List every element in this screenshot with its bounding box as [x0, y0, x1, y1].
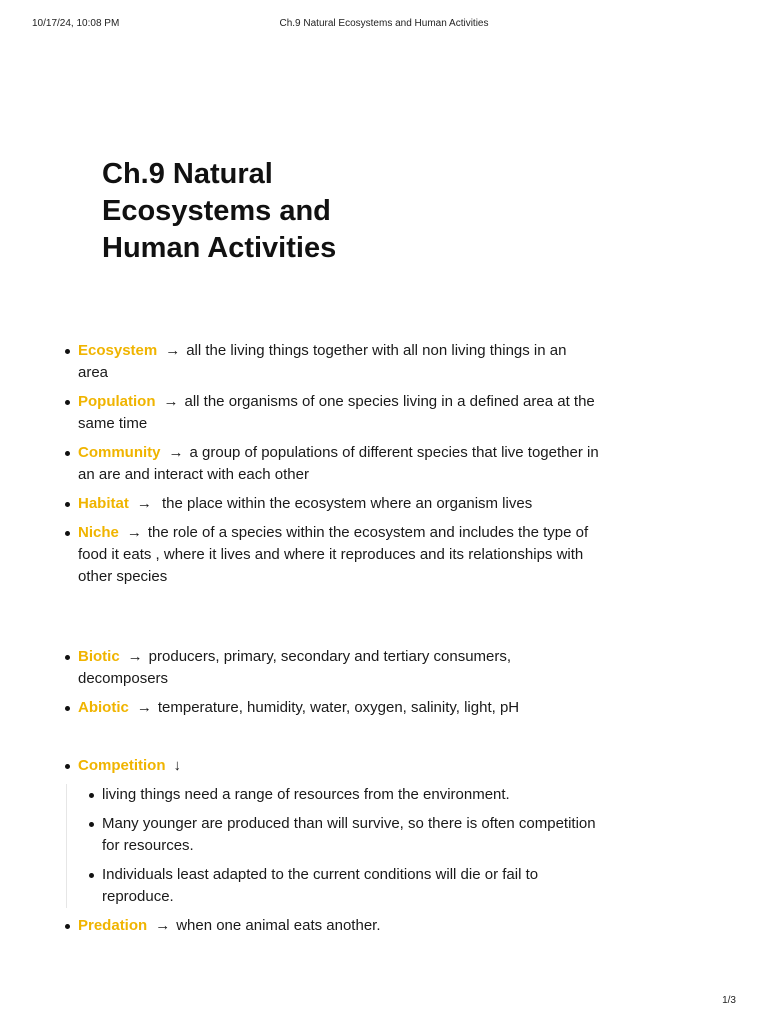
list-item: Many younger are produced than will survive, so there is often competition for resources.	[84, 813, 600, 857]
arrow-right-icon: →	[136, 699, 152, 716]
arrow-right-icon: →	[136, 495, 152, 512]
page-number: 1/3	[722, 995, 736, 1006]
term-biotic: Biotic	[78, 648, 120, 665]
arrow-right-icon: →	[165, 342, 181, 359]
list-item	[60, 915, 600, 937]
term-competition: Competition	[78, 757, 166, 774]
definition-text: when one animal eats another.	[176, 917, 381, 934]
page-title-line: Ch.9 Natural	[102, 158, 273, 190]
term-ecosystem: Ecosystem	[78, 342, 158, 359]
list-item	[60, 391, 600, 435]
list-item	[60, 755, 600, 777]
term-predation: Predation	[78, 917, 148, 934]
page-title-line: Human Activities	[102, 232, 337, 264]
term-population: Population	[78, 393, 156, 410]
interactions-list	[60, 755, 600, 944]
definition-text: the place within the ecosystem where an organism lives	[157, 495, 533, 512]
list-item	[60, 493, 600, 515]
arrow-right-icon: →	[127, 648, 143, 665]
arrow-down-icon: ↓	[173, 757, 181, 774]
list-item	[60, 522, 600, 588]
term-habitat: Habitat	[78, 495, 129, 512]
arrow-right-icon: →	[168, 444, 184, 461]
arrow-right-icon: →	[163, 393, 179, 410]
definition-text: producers, primary, secondary and tertiary consumers, decomposers	[78, 648, 512, 687]
page-title	[102, 156, 432, 267]
list-item: Individuals least adapted to the current conditions will die or fail to reproduce.	[84, 864, 600, 908]
list-item	[60, 697, 600, 719]
print-datetime: 10/17/24, 10:08 PM	[32, 18, 120, 29]
definition-text: the role of a species within the ecosystem and includes the type of food it eats , where it lives and where it reproduces and its relationships with other species	[78, 524, 589, 585]
print-doc-title: Ch.9 Natural Ecosystems and Human Activities	[279, 18, 489, 29]
competition-sublist	[66, 784, 600, 908]
definition-text: all the organisms of one species living in a defined area at the same time	[78, 393, 595, 432]
term-niche: Niche	[78, 524, 119, 541]
definition-text: a group of populations of different species that live together in an are and interact with each other	[78, 444, 599, 483]
definition-text: temperature, humidity, water, oxygen, salinity, light, pH	[157, 699, 520, 716]
definition-text: all the living things together with all non living things in an area	[78, 342, 567, 381]
arrow-right-icon: →	[126, 524, 142, 541]
term-abiotic: Abiotic	[78, 699, 129, 716]
list-item	[60, 646, 600, 690]
arrow-right-icon: →	[155, 917, 171, 934]
definitions-list	[60, 340, 600, 595]
factors-list	[60, 646, 600, 726]
list-item	[60, 340, 600, 384]
term-community: Community	[78, 444, 161, 461]
list-item: living things need a range of resources from the environment.	[84, 784, 600, 806]
page-title-line: Ecosystems and	[102, 195, 331, 227]
list-item	[60, 442, 600, 486]
